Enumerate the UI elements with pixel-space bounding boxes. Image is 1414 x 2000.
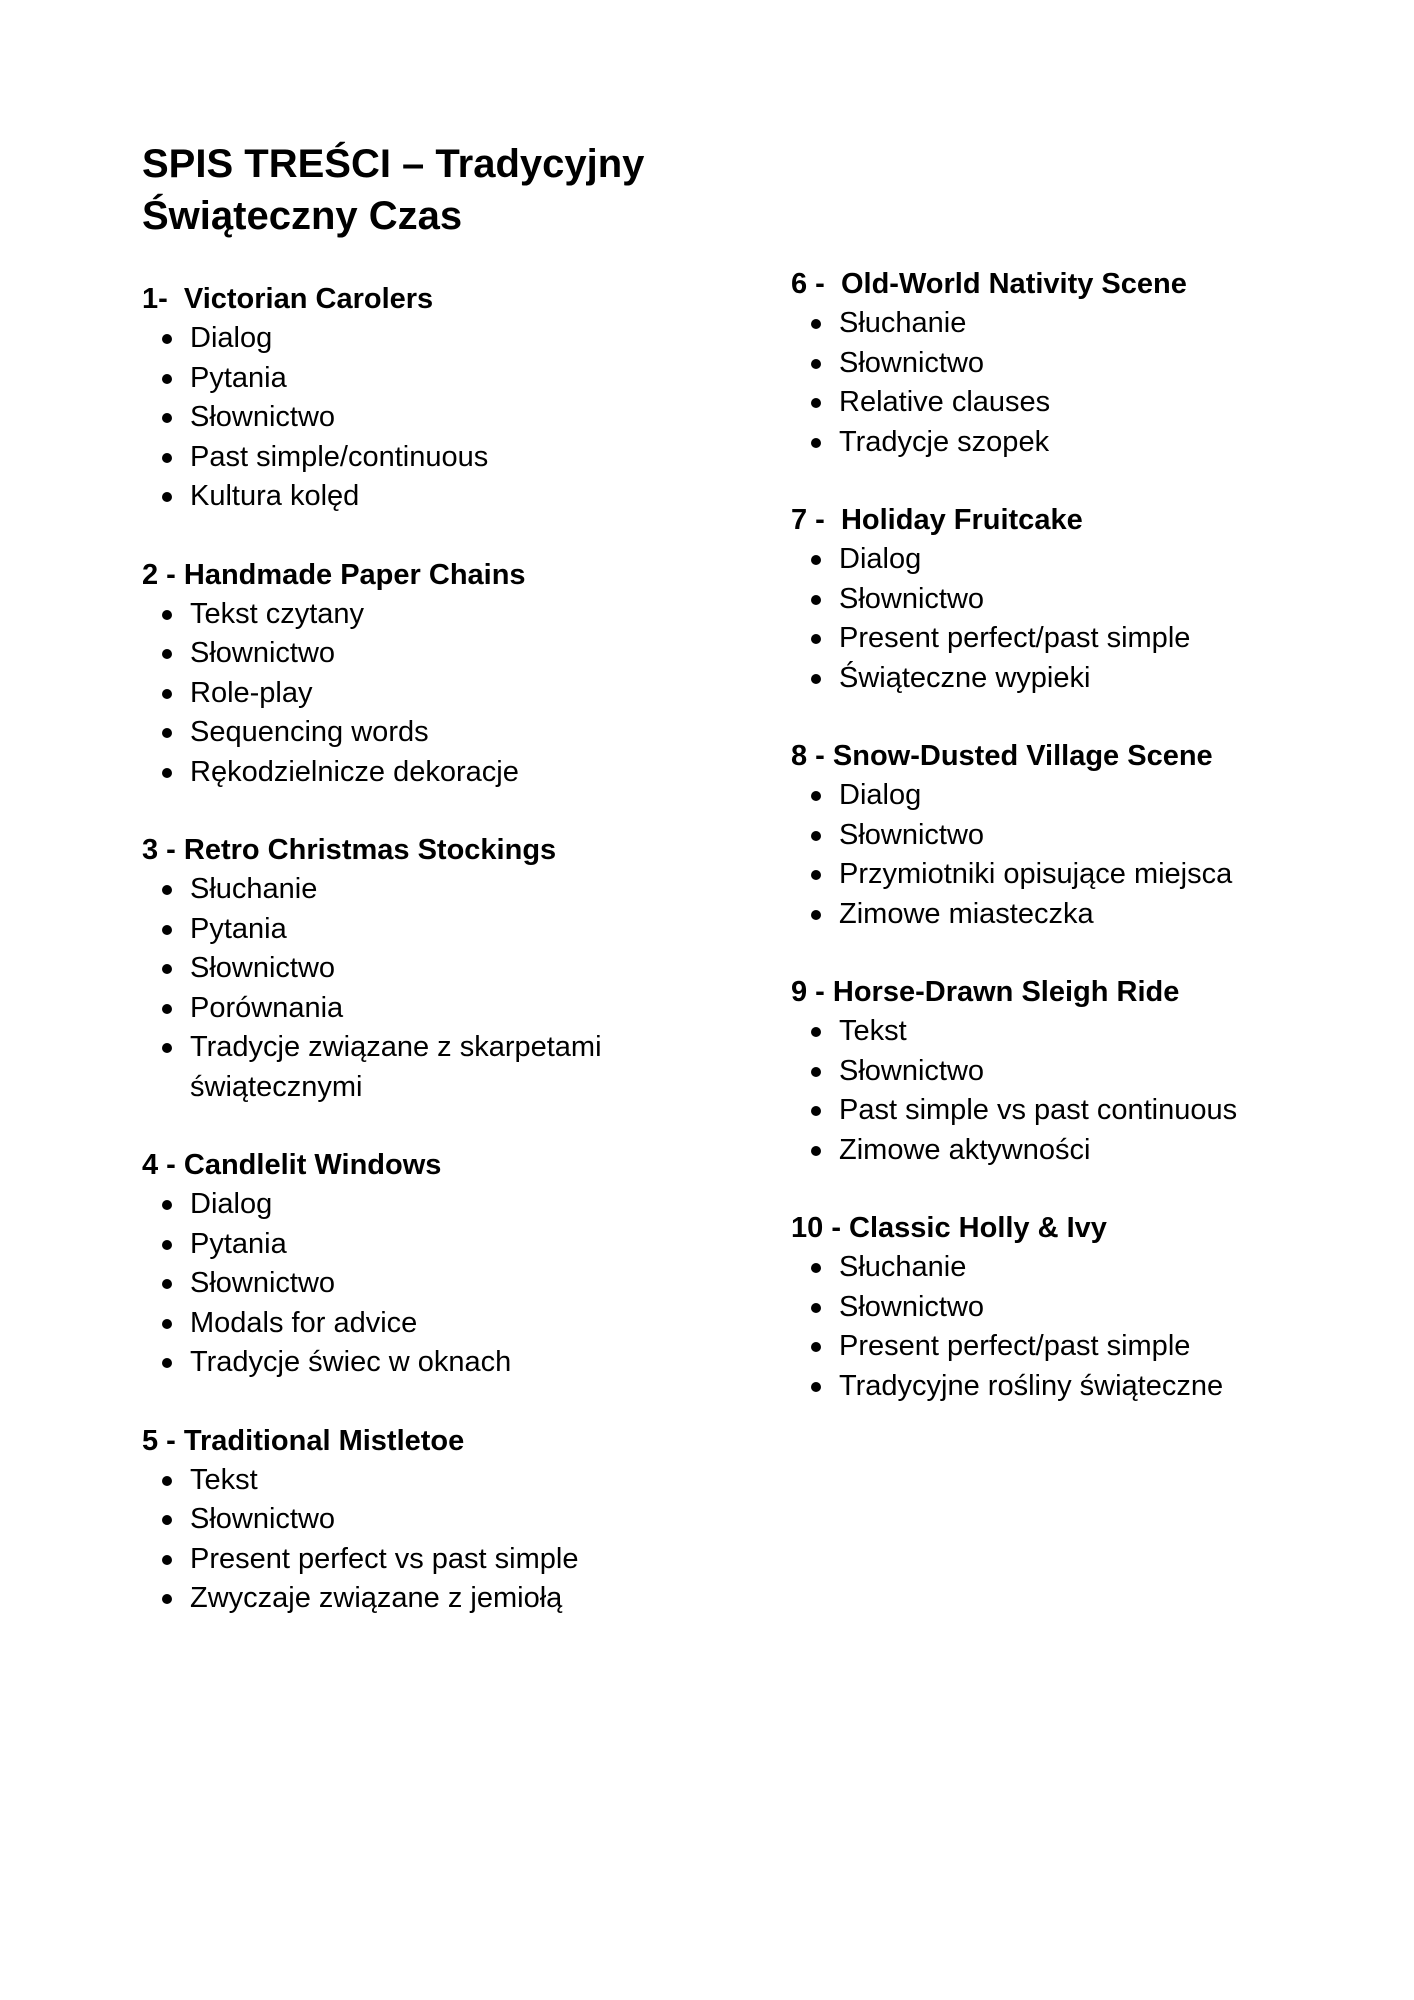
section-item-list: [142, 1185, 702, 1383]
list-item: [142, 398, 702, 438]
list-item: [142, 910, 702, 950]
list-item-text: Tradycje związane z skarpetami świątecznymi: [190, 1031, 602, 1103]
list-item: [142, 477, 702, 517]
section-item-list: [791, 1248, 1351, 1406]
list-item: [142, 1343, 702, 1383]
list-item-text: Słownictwo: [190, 952, 336, 984]
list-item-text: Rękodzielnicze dekoracje: [190, 755, 519, 788]
list-item: [791, 383, 1351, 423]
list-item: [791, 776, 1351, 816]
list-item-text: Tekst: [190, 1463, 258, 1496]
toc-section: [142, 556, 702, 793]
bullet-icon: [162, 689, 172, 699]
list-item-text: Pytania: [190, 912, 287, 945]
bullet-icon: [162, 1200, 172, 1210]
bullet-icon: [162, 413, 172, 423]
list-item-text: Tradycyjne rośliny świąteczne: [839, 1369, 1224, 1402]
list-item: [791, 855, 1351, 895]
list-item-text: Present perfect/past simple: [839, 622, 1191, 654]
bullet-icon: [162, 964, 172, 974]
list-item-text: Zwyczaje związane z jemiołą: [190, 1582, 563, 1614]
list-item: [142, 1500, 702, 1540]
section-heading: 8 - Snow-Dusted Village Scene: [791, 740, 1213, 772]
bullet-icon: [811, 1067, 821, 1077]
section-heading: 3 - Retro Christmas Stockings: [142, 834, 557, 866]
list-item-text: Tekst czytany: [190, 597, 365, 630]
bullet-icon: [811, 1106, 821, 1116]
list-item-text: Tradycje szopek: [839, 425, 1050, 458]
list-item: [142, 1304, 702, 1344]
list-item-text: Słuchanie: [839, 307, 967, 339]
list-item-text: Pytania: [190, 1227, 287, 1260]
list-item-text: Słownictwo: [839, 1290, 985, 1323]
toc-column-left: [142, 280, 702, 1658]
list-item-text: Sequencing words: [190, 716, 429, 748]
toc-section: [142, 1422, 702, 1619]
list-item-text: Role-play: [190, 676, 313, 709]
section-item-list: [142, 1461, 702, 1619]
list-item-text: Słownictwo: [839, 1054, 985, 1087]
list-item: [142, 359, 702, 399]
bullet-icon: [162, 1279, 172, 1289]
list-item: [791, 1012, 1351, 1052]
list-item-text: Pytania: [190, 361, 287, 394]
bullet-icon: [162, 1043, 172, 1053]
list-item: [142, 989, 702, 1029]
list-item: [142, 753, 702, 793]
section-heading: 7 - Holiday Fruitcake: [791, 504, 1083, 536]
list-item: [791, 1327, 1351, 1367]
list-item-text: Dialog: [839, 543, 922, 575]
bullet-icon: [811, 438, 821, 448]
list-item: [791, 423, 1351, 463]
bullet-icon: [162, 728, 172, 738]
list-item: [142, 1540, 702, 1580]
section-heading: 4 - Candlelit Windows: [142, 1149, 442, 1181]
bullet-icon: [811, 1382, 821, 1392]
list-item: [791, 344, 1351, 384]
section-item-list: [791, 540, 1351, 698]
bullet-icon: [811, 319, 821, 329]
bullet-icon: [811, 910, 821, 920]
list-item-text: Porównania: [190, 991, 344, 1024]
list-item-text: Słownictwo: [190, 1503, 336, 1535]
list-item: [791, 1091, 1351, 1131]
list-item: [791, 659, 1351, 699]
list-item: [142, 1461, 702, 1501]
section-heading: 9 - Horse-Drawn Sleigh Ride: [791, 976, 1180, 1008]
bullet-icon: [162, 492, 172, 502]
list-item-text: Past simple/continuous: [190, 440, 489, 473]
section-item-list: [142, 870, 702, 1107]
bullet-icon: [162, 925, 172, 935]
list-item-text: Past simple vs past continuous: [839, 1094, 1238, 1126]
bullet-icon: [811, 555, 821, 565]
toc-section: [791, 973, 1351, 1170]
bullet-icon: [811, 398, 821, 408]
bullet-icon: [162, 768, 172, 778]
toc-section: [791, 501, 1351, 698]
list-item-text: Słownictwo: [190, 401, 336, 433]
list-item: [791, 816, 1351, 856]
bullet-icon: [162, 610, 172, 620]
list-item: [142, 1225, 702, 1265]
bullet-icon: [162, 1004, 172, 1014]
bullet-icon: [811, 359, 821, 369]
bullet-icon: [811, 791, 821, 801]
bullet-icon: [162, 1319, 172, 1329]
list-item-text: Zimowe aktywności: [839, 1133, 1091, 1166]
bullet-icon: [162, 1594, 172, 1604]
list-item-text: Relative clauses: [839, 386, 1051, 418]
bullet-icon: [811, 674, 821, 684]
bullet-icon: [162, 1515, 172, 1525]
bullet-icon: [811, 1342, 821, 1352]
list-item-text: Słownictwo: [839, 818, 985, 851]
section-heading: 10 - Classic Holly & Ivy: [791, 1212, 1107, 1244]
list-item-text: Słownictwo: [190, 1267, 336, 1299]
list-item-text: Słownictwo: [839, 582, 985, 615]
list-item: [142, 1264, 702, 1304]
list-item-text: Świąteczne wypieki: [839, 661, 1091, 694]
section-item-list: [142, 319, 702, 517]
bullet-icon: [811, 870, 821, 880]
list-item: [791, 619, 1351, 659]
list-item-text: Tradycje świec w oknach: [190, 1346, 512, 1378]
list-item: [791, 540, 1351, 580]
list-item-text: Tekst: [839, 1015, 907, 1047]
list-item: [791, 1052, 1351, 1092]
section-heading: 5 - Traditional Mistletoe: [142, 1424, 465, 1457]
toc-section: [791, 265, 1351, 462]
toc-section: [142, 280, 702, 517]
list-item: [142, 870, 702, 910]
list-item: [142, 674, 702, 714]
toc-section: [791, 1209, 1351, 1406]
list-item-text: Słownictwo: [190, 637, 336, 669]
list-item: [142, 1185, 702, 1225]
bullet-icon: [811, 831, 821, 841]
list-item: [791, 1131, 1351, 1171]
list-item-text: Dialog: [190, 322, 273, 354]
bullet-icon: [811, 1027, 821, 1037]
section-heading: 6 - Old-World Nativity Scene: [791, 268, 1187, 300]
list-item: [142, 713, 702, 753]
bullet-icon: [162, 1240, 172, 1250]
list-item-text: Kultura kolęd: [190, 480, 360, 512]
list-item-text: Przymiotniki opisujące miejsca: [839, 858, 1233, 890]
list-item-text: Present perfect/past simple: [839, 1330, 1191, 1362]
bullet-icon: [162, 453, 172, 463]
list-item: [791, 304, 1351, 344]
list-item-text: Dialog: [190, 1188, 273, 1220]
bullet-icon: [811, 634, 821, 644]
list-item: [142, 595, 702, 635]
list-item: [142, 319, 702, 359]
list-item-text: Modals for advice: [190, 1306, 418, 1339]
section-heading: 1- Victorian Carolers: [142, 283, 434, 315]
list-item: [791, 1367, 1351, 1407]
list-item-text: Present perfect vs past simple: [190, 1542, 579, 1575]
list-item: [142, 634, 702, 674]
bullet-icon: [811, 1263, 821, 1273]
toc-section: [142, 831, 702, 1107]
section-heading: 2 - Handmade Paper Chains: [142, 558, 526, 591]
bullet-icon: [162, 1476, 172, 1486]
bullet-icon: [811, 1303, 821, 1313]
list-item-text: Słuchanie: [190, 873, 318, 905]
bullet-icon: [162, 334, 172, 344]
list-item: [142, 1579, 702, 1619]
list-item: [791, 895, 1351, 935]
list-item: [142, 438, 702, 478]
list-item: [791, 1288, 1351, 1328]
section-item-list: [791, 304, 1351, 462]
bullet-icon: [811, 595, 821, 605]
bullet-icon: [811, 1146, 821, 1156]
toc-column-right: [791, 265, 1351, 1445]
list-item: [791, 1248, 1351, 1288]
bullet-icon: [162, 885, 172, 895]
section-item-list: [791, 1012, 1351, 1170]
list-item-text: Słownictwo: [839, 346, 985, 379]
toc-section: [791, 737, 1351, 934]
list-item-text: Dialog: [839, 779, 922, 811]
bullet-icon: [162, 1555, 172, 1565]
list-item-text: Słuchanie: [839, 1251, 967, 1283]
bullet-icon: [162, 374, 172, 384]
page-title: SPIS TREŚCI – Tradycyjny Świąteczny Czas: [142, 142, 645, 238]
list-item-text: Zimowe miasteczka: [839, 897, 1094, 930]
list-item: [142, 949, 702, 989]
section-item-list: [142, 595, 702, 793]
toc-section: [142, 1146, 702, 1383]
list-item: [791, 580, 1351, 620]
list-item: [142, 1028, 702, 1107]
bullet-icon: [162, 1358, 172, 1368]
section-item-list: [791, 776, 1351, 934]
bullet-icon: [162, 649, 172, 659]
